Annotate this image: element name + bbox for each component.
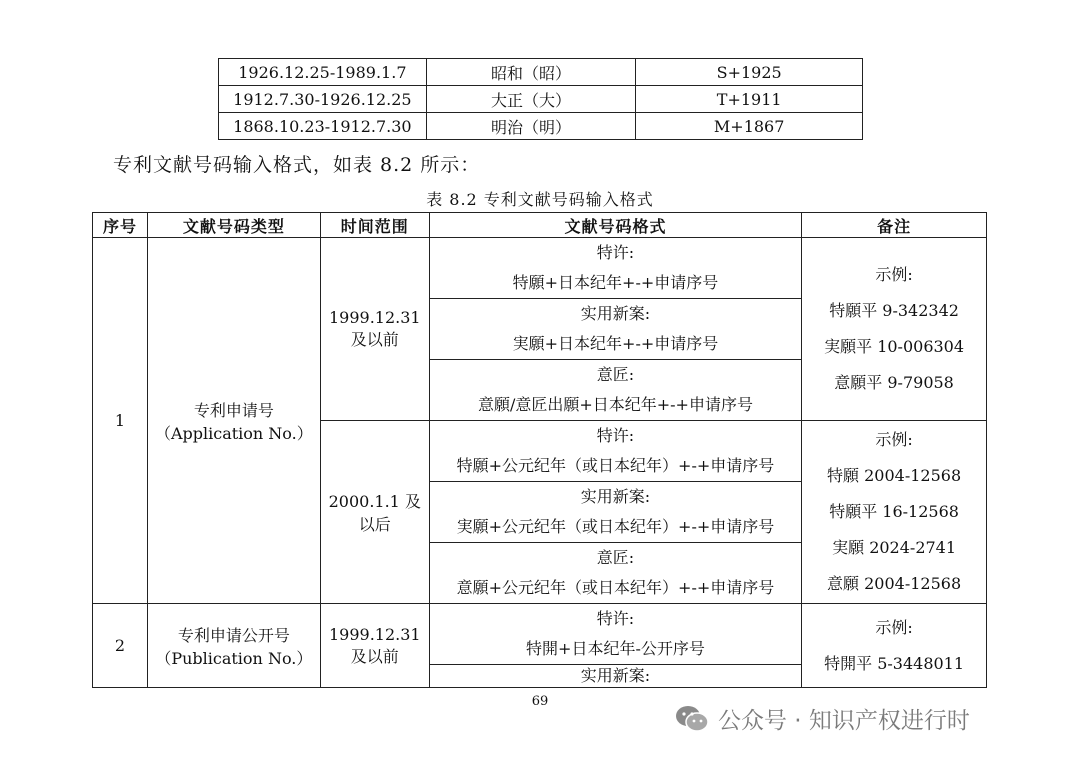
format-value: 実願+公元纪年（或日本纪年）+-+申请序号 bbox=[456, 517, 775, 536]
example: 実願 2024-2741 bbox=[832, 538, 957, 557]
format-cell bbox=[429, 665, 801, 688]
number-type-cn: 专利申请号 bbox=[193, 400, 274, 420]
number-type-en: （Publication No.） bbox=[155, 648, 313, 668]
example: 特願平 16-12568 bbox=[829, 502, 959, 521]
table-row bbox=[219, 113, 863, 140]
time-range-line: 1999.12.31 bbox=[328, 624, 421, 644]
format-value: 特願+日本纪年+-+申请序号 bbox=[512, 273, 719, 292]
table-caption: 表 8.2 专利文献号码输入格式 bbox=[426, 190, 654, 209]
time-range-line: 及以前 bbox=[350, 330, 399, 349]
number-type-en: （Application No.） bbox=[154, 423, 313, 443]
header-range: 时间范围 bbox=[320, 213, 429, 238]
format-value: 実願+日本纪年+-+申请序号 bbox=[512, 334, 719, 353]
format-label: 特许: bbox=[596, 609, 635, 628]
era-name: 明治（明） bbox=[426, 113, 636, 140]
header-notes: 备注 bbox=[802, 213, 987, 238]
time-range-line: 2000.1.1 及 bbox=[328, 492, 421, 511]
notes-title: 示例: bbox=[875, 265, 913, 284]
format-value: 意願+公元纪年（或日本纪年）+-+申请序号 bbox=[456, 578, 775, 597]
row-number: 2 bbox=[93, 604, 148, 688]
era-formula: S+1925 bbox=[636, 59, 863, 86]
number-type bbox=[147, 604, 320, 688]
intro-paragraph: 专利文献号码输入格式，如表 8.2 所示： bbox=[113, 154, 481, 176]
time-range bbox=[320, 421, 429, 604]
format-value: 意願/意匠出願+日本纪年+-+申请序号 bbox=[477, 395, 753, 414]
format-cell bbox=[429, 421, 801, 482]
format-label: 意匠: bbox=[596, 365, 635, 384]
format-value: 特開+日本纪年-公开序号 bbox=[526, 639, 705, 658]
format-cell bbox=[429, 360, 801, 421]
format-cell bbox=[429, 604, 801, 665]
notes-cell bbox=[802, 421, 987, 604]
format-cell bbox=[429, 543, 801, 604]
time-range-line: 1999.12.31 bbox=[328, 308, 421, 327]
table-row bbox=[219, 59, 863, 86]
example: 意願平 9-79058 bbox=[834, 373, 954, 392]
header-format: 文献号码格式 bbox=[429, 213, 801, 238]
table-row bbox=[93, 604, 987, 665]
header-no: 序号 bbox=[93, 213, 148, 238]
format-label: 实用新案: bbox=[580, 304, 651, 323]
format-cell bbox=[429, 482, 801, 543]
number-type bbox=[147, 238, 320, 604]
format-label: 特许: bbox=[596, 243, 635, 262]
patent-number-format-table bbox=[92, 212, 987, 688]
header-type: 文献号码类型 bbox=[147, 213, 320, 238]
example: 特願平 9-342342 bbox=[829, 301, 959, 320]
watermark bbox=[674, 702, 970, 735]
format-label: 特许: bbox=[596, 426, 635, 445]
format-cell bbox=[429, 299, 801, 360]
era-name: 昭和（昭） bbox=[426, 59, 636, 86]
era-conversion-table bbox=[218, 58, 863, 140]
time-range-line: 及以前 bbox=[350, 646, 399, 666]
era-date-range: 1926.12.25-1989.1.7 bbox=[219, 59, 427, 86]
time-range bbox=[320, 238, 429, 421]
format-cell bbox=[429, 238, 801, 299]
table-row bbox=[219, 86, 863, 113]
era-date-range: 1912.7.30-1926.12.25 bbox=[219, 86, 427, 113]
example: 特願 2004-12568 bbox=[827, 466, 962, 485]
era-name: 大正（大） bbox=[426, 86, 636, 113]
example: 特開平 5-3448011 bbox=[824, 653, 965, 673]
row-number: 1 bbox=[93, 238, 148, 604]
table-header-row bbox=[93, 213, 987, 238]
notes-title: 示例: bbox=[875, 617, 913, 637]
time-range bbox=[320, 604, 429, 688]
wechat-icon bbox=[674, 704, 710, 734]
table-row bbox=[93, 238, 987, 299]
watermark-text: 公众号 · 知识产权进行时 bbox=[718, 708, 970, 734]
era-formula: M+1867 bbox=[636, 113, 863, 140]
notes-cell bbox=[802, 604, 987, 688]
page-number: 69 bbox=[531, 694, 549, 709]
format-label: 实用新案: bbox=[580, 487, 651, 506]
notes-title: 示例: bbox=[875, 430, 913, 449]
number-type-cn: 专利申请公开号 bbox=[177, 625, 290, 645]
format-label: 实用新案: bbox=[580, 666, 651, 685]
example: 実願平 10-006304 bbox=[824, 337, 965, 356]
era-date-range: 1868.10.23-1912.7.30 bbox=[219, 113, 427, 140]
format-label: 意匠: bbox=[596, 548, 635, 567]
example: 意願 2004-12568 bbox=[827, 574, 962, 593]
format-value: 特願+公元纪年（或日本纪年）+-+申请序号 bbox=[456, 456, 775, 475]
time-range-line: 以后 bbox=[358, 515, 391, 534]
era-formula: T+1911 bbox=[636, 86, 863, 113]
notes-cell bbox=[802, 238, 987, 421]
